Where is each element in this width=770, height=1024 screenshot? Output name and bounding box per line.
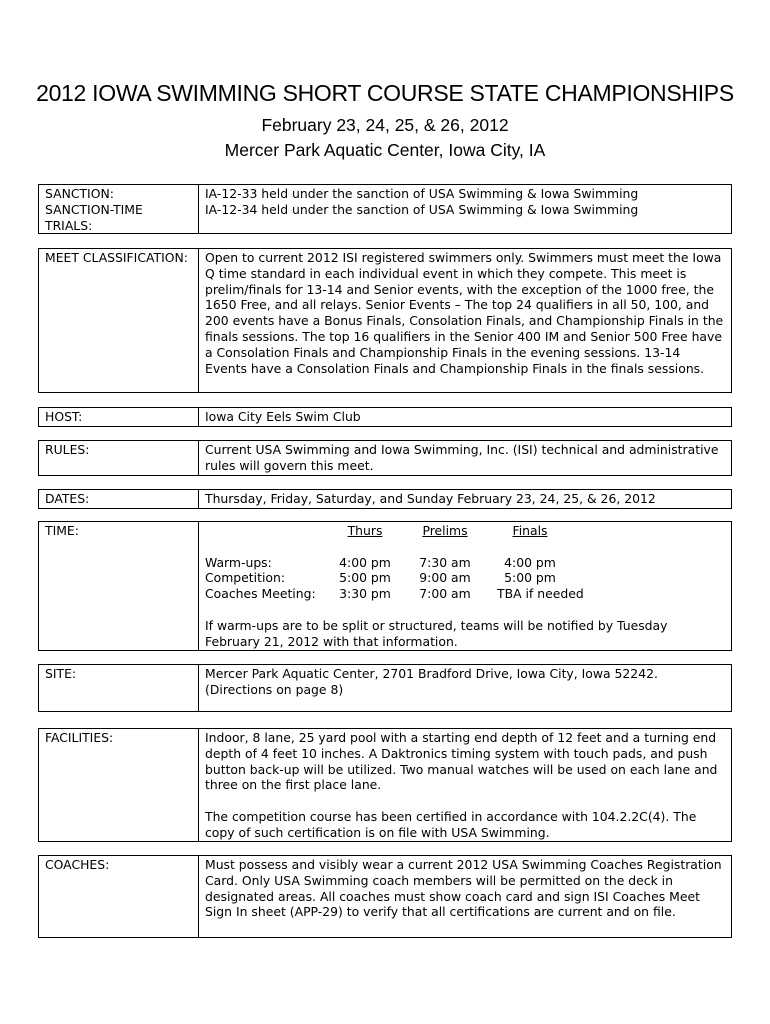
rules-section [38, 440, 732, 476]
schedule-row-name: Coaches Meeting: [205, 586, 316, 602]
schedule-rows [205, 555, 725, 602]
schedule-cell: 5:00 pm [339, 570, 391, 586]
schedule-header-prelims: Prelims [422, 523, 468, 538]
sanction-line-1: IA-12-33 held under the sanction of USA Swimming & Iowa Swimming [205, 186, 639, 201]
facilities-paragraph-1: Indoor, 8 lane, 25 yard pool with a starting end depth of 12 feet and a turning end depth of 4 feet 10 inches. A Daktronics timing system with touch pads, and push button back-up will be utilized. Two manual watches will be used on each lane and three on the first place lane. [205, 730, 718, 793]
rules-value: Current USA Swimming and Iowa Swimming, Inc. (ISI) technical and administrative rules will govern this meet. [205, 442, 719, 473]
dates-section [38, 489, 732, 509]
facilities-label: FACILITIES: [39, 729, 199, 841]
schedule-table [205, 523, 725, 539]
document-title: 2012 IOWA SWIMMING SHORT COURSE STATE CHAMPIONSHIPS [36, 80, 734, 106]
schedule-cell: TBA if needed [497, 586, 584, 602]
coaches-section [38, 855, 732, 938]
schedule-header-finals: Finals [512, 523, 548, 538]
meet-classification-value: Open to current 2012 ISI registered swimmers only. Swimmers must meet the Iowa Q time standard in each individual event in which they compete. This meet is prelim/finals for 13-14 and Senior events, with the exception of the 1000 free, the 1650 Free, and all relays. Senior Events – The top 24 qualifiers in all 50, 100, and 200 events have a Bonus Finals, Consolation Finals, and Championship Finals in the finals sessions. The top 16 qualifiers in the Senior 400 IM and Senior 500 Free have a Consolation Finals and Championship Finals in the evening sessions. 13-14 Events have a Consolation Finals and Championship Finals in the finals sessions. [205, 250, 724, 376]
time-section [38, 521, 732, 651]
event-location: Mercer Park Aquatic Center, Iowa City, IA [224, 140, 546, 160]
schedule-row-name: Competition: [205, 570, 286, 586]
schedule-cell: 5:00 pm [504, 570, 556, 586]
meet-classification-section [38, 248, 732, 393]
schedule-header-thurs: Thurs [347, 523, 383, 538]
meet-classification-label: MEET CLASSIFICATION: [39, 249, 199, 392]
sanction-section [38, 184, 732, 234]
coaches-label: COACHES: [39, 856, 199, 937]
schedule-cell: 7:30 am [419, 554, 471, 570]
sanction-label: SANCTION: SANCTION-TIME TRIALS: [39, 185, 199, 233]
rules-label: RULES: [39, 441, 199, 475]
facilities-value [199, 729, 731, 842]
dates-value: Thursday, Friday, Saturday, and Sunday February 23, 24, 25, & 26, 2012 [205, 491, 656, 506]
sanction-value [199, 185, 731, 219]
site-label: SITE: [39, 665, 199, 711]
schedule-row-name: Warm-ups: [205, 554, 272, 570]
schedule-cell: 9:00 am [419, 570, 471, 586]
facilities-section [38, 728, 732, 842]
host-label: HOST: [39, 408, 199, 426]
schedule-cell: 3:30 pm [339, 586, 391, 602]
coaches-value: Must possess and visibly wear a current 2012 USA Swimming Coaches Registration Card. Only USA Swimming coach members will be permitted on the deck in designated areas. All coaches must show coach card and sign ISI Coaches Meet Sign In sheet (APP-29) to verify that all certifications are current and on file. [205, 857, 722, 920]
schedule-header-blank [205, 523, 333, 539]
facilities-paragraph-2: The competition course has been certified in accordance with 104.2.2C(4). The copy of such certification is on file with USA Swimming. [205, 808, 697, 840]
host-value: Iowa City Eels Swim Club [205, 409, 361, 424]
time-value [199, 522, 731, 650]
sanction-line-2: IA-12-34 held under the sanction of USA Swimming & Iowa Swimming [205, 201, 639, 217]
site-section [38, 664, 732, 712]
schedule-cell: 4:00 pm [504, 554, 556, 570]
schedule-cell: 4:00 pm [339, 554, 391, 570]
host-section [38, 407, 732, 427]
time-note: If warm-ups are to be split or structured, teams will be notified by Tuesday February 21, 2012 with that information. [205, 617, 668, 649]
dates-label: DATES: [39, 490, 199, 508]
time-label: TIME: [39, 522, 199, 650]
event-dates: February 23, 24, 25, & 26, 2012 [261, 115, 509, 135]
site-value: Mercer Park Aquatic Center, 2701 Bradford Drive, Iowa City, Iowa 52242. (Directions on page 8) [205, 666, 658, 697]
schedule-cell: 7:00 am [419, 586, 471, 602]
